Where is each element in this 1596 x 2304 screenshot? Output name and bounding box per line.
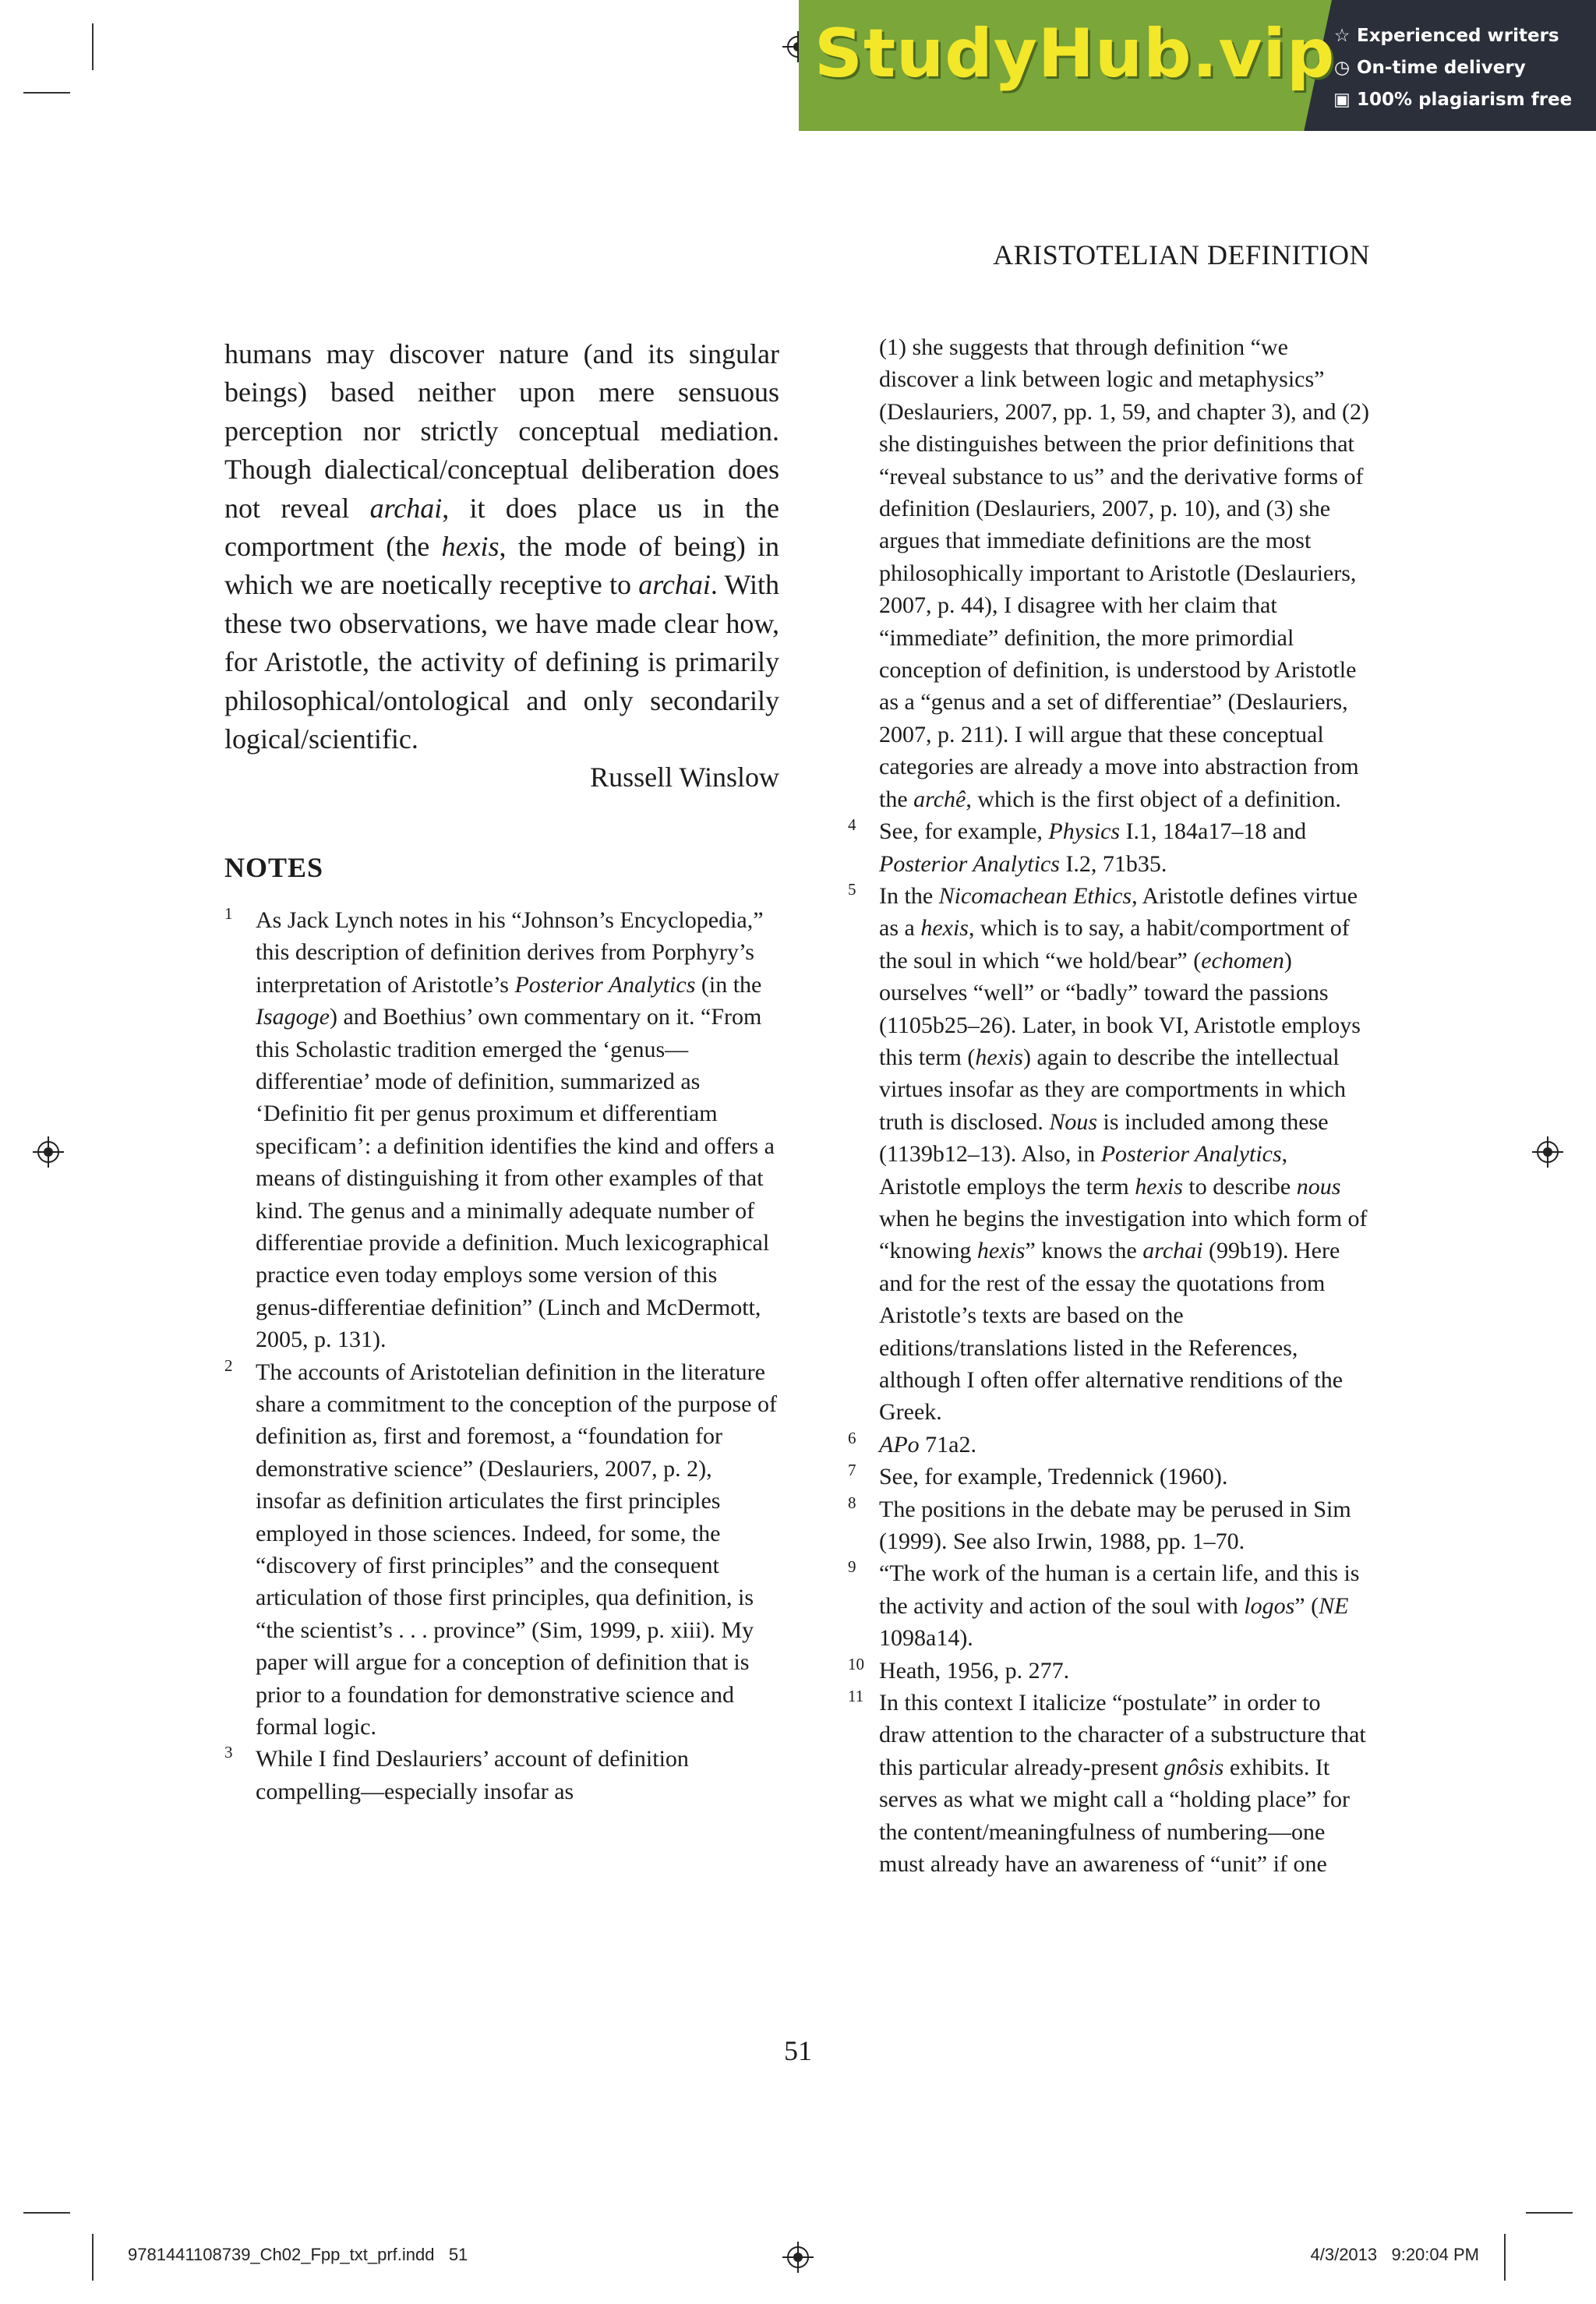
endnote-text: In this context I italicize “postulate” in order to draw attention to the character of a substructure that this particular already-present gnôsis exhibits. It serves as what we might call a “holding place” for the content/meaningfulness of numbering—one must already have an awareness of “unit” if one xyxy=(879,1690,1366,1878)
endnote xyxy=(224,904,779,1356)
italic-term: APo xyxy=(879,1431,920,1458)
crop-mark xyxy=(23,92,70,94)
crop-mark xyxy=(1526,2212,1573,2214)
endnote xyxy=(848,1655,1372,1687)
endnote-number: 5 xyxy=(848,879,856,899)
endnote xyxy=(848,1557,1372,1654)
banner-feature-text: 100% plagiarism free xyxy=(1357,90,1573,110)
print-slug-filename: 9781441108739_Ch02_Fpp_txt_prf.indd 51 xyxy=(128,2245,468,2264)
italic-term: hexis xyxy=(1135,1173,1183,1200)
endnote xyxy=(848,815,1372,880)
italic-term: logos xyxy=(1244,1592,1295,1619)
endnote-text: APo 71a2. xyxy=(879,1431,976,1458)
endnote-number: 9 xyxy=(848,1557,856,1577)
endnote xyxy=(848,1493,1372,1558)
banner-feature xyxy=(1332,84,1572,116)
endnote-text: The accounts of Aristotelian definition in the literature share a commitment to the conception of the purpose of definition as, first and foremost, a “foundation for demonstrative science” (Deslauriers, 2007, p. 2), insofar as definition articulates the first principles employed in those sciences. Indeed, for some, the “discovery of first principles” and the consequent articulation of those first principles, qua definition, is “the scientist’s . . . province” (Sim, 1999, p. xiii). My paper will argue for a conception of definition that is prior to a foundation for demonstrative science and formal logic. xyxy=(256,1359,777,1740)
star-icon: ☆ xyxy=(1333,26,1351,46)
italic-term: nous xyxy=(1296,1173,1341,1200)
endnote-continuation xyxy=(848,331,1372,815)
endnote-number: 10 xyxy=(848,1654,864,1673)
italic-term: NE xyxy=(1319,1592,1349,1619)
endnote-number: 3 xyxy=(224,1743,233,1762)
italic-term: Posterior Analytics xyxy=(514,971,696,998)
endnote-text: Heath, 1956, p. 277. xyxy=(879,1657,1070,1684)
endnote xyxy=(848,1461,1372,1493)
registration-mark-icon xyxy=(782,2242,814,2273)
italic-term: hexis xyxy=(976,1238,1026,1264)
crop-mark xyxy=(92,2234,94,2281)
banner-feature-text: Experienced writers xyxy=(1357,26,1559,46)
body-paragraph: humans may discover nature (and its singular beings) based neither upon mere sensuous perception nor strictly conceptual mediation. Though dialectical/conceptual deliberation does not reveal archai, it does place us in the comportment (the hexis, the mode of being) in which we are noetically receptive to archai. With these two observations, we have made clear how, for Aristotle, the activity of defining is primarily philosophical/ontological and only secondarily logical/scientific. xyxy=(224,338,780,755)
italic-term: hexis xyxy=(975,1044,1023,1070)
running-head: ARISTOTELIAN DEFINITION xyxy=(993,239,1370,270)
endnote-text: See, for example, Physics I.1, 184a17–18 and Posterior Analytics I.2, 71b35. xyxy=(879,818,1307,877)
banner-features xyxy=(1332,20,1572,116)
italic-term: hexis xyxy=(441,531,500,563)
italic-term: Posterior Analytics xyxy=(879,850,1060,877)
banner-feature xyxy=(1332,52,1572,84)
endnote-text: “The work of the human is a certain life, and this is the activity and action of the soul with logos” (NE 1098a14). xyxy=(879,1560,1360,1652)
italic-term: archai xyxy=(638,569,711,601)
italic-term: Nicomachean Ethics xyxy=(938,882,1132,909)
endnote xyxy=(224,1356,779,1744)
endnote-number: 1 xyxy=(224,903,233,923)
endnote-number: 4 xyxy=(848,815,856,835)
endnote xyxy=(848,880,1372,1429)
registration-mark-icon xyxy=(33,1136,64,1168)
italic-term: archai xyxy=(369,492,443,524)
italic-term: Nous xyxy=(1049,1108,1098,1135)
italic-term: Isagoge xyxy=(256,1004,330,1030)
italic-term: gnôsis xyxy=(1163,1754,1224,1780)
clock-icon: ◷ xyxy=(1333,58,1351,78)
banner-feature-text: On-time delivery xyxy=(1357,58,1526,78)
crop-mark xyxy=(92,23,94,70)
italic-term: archai xyxy=(1142,1238,1203,1264)
endnote xyxy=(224,1743,779,1808)
endnote-text: In the Nicomachean Ethics, Aristotle defines virtue as a hexis, which is to say, a habit/comportment of the soul in which “we hold/bear” (echomen) ourselves “well” or “badly” toward the passions (1105b25–26). Later, in book VI, Aristotle employs this term (hexis) again to describe the intellectual virtues insofar as they are comportments in which truth is disclosed. Nous is included among these (1139b12–13). Also, in Posterior Analytics, Aristotle employs the term hexis to describe nous when he begins the investigation into which form of “knowing hexis” knows the archai (99b19). Here and for the rest of the essay the quotations from Aristotle’s texts are based on the editions/translations listed in the References, although I often offer alternative renditions of the Greek. xyxy=(879,882,1368,1426)
crop-mark xyxy=(1504,2234,1506,2281)
studyhub-logo[interactable]: StudyHub.vip xyxy=(814,15,1336,93)
document-icon: ▣ xyxy=(1333,90,1351,110)
endnote-number: 11 xyxy=(848,1687,864,1706)
left-column xyxy=(224,335,779,1808)
endnote xyxy=(848,1687,1372,1880)
italic-term: Posterior Analytics xyxy=(1100,1141,1282,1168)
notes-heading: NOTES xyxy=(224,851,324,883)
italic-term: echomen xyxy=(1201,947,1284,974)
endnote-number: 7 xyxy=(848,1461,856,1480)
author-signature: Russell Winslow xyxy=(590,762,779,793)
page-number: 51 xyxy=(784,2035,812,2066)
studyhub-banner[interactable] xyxy=(799,0,1596,131)
right-column xyxy=(848,331,1372,1881)
endnote xyxy=(848,1429,1372,1461)
endnote-number: 6 xyxy=(848,1428,856,1447)
banner-feature xyxy=(1332,20,1572,52)
italic-term: archê xyxy=(913,786,966,812)
endnote-number: 2 xyxy=(224,1355,233,1375)
print-slug-datetime: 4/3/2013 9:20:04 PM xyxy=(1310,2245,1479,2264)
endnote-text: As Jack Lynch notes in his “Johnson’s Encyclopedia,” this description of definition derives from Porphyry’s interpretation of Aristotle’s Posterior Analytics (in the Isagoge) and Boethius’ own commentary on it. “From this Scholastic tradition emerged the ‘genus—differentiae’ mode of definition, summarized as ‘Definitio fit per genus proximum et differentiam specificam’: a definition identifies the kind and offers a means of distinguishing it from other examples of that kind. The genus and a minimally adequate number of differentiae provide a definition. Much lexicographical practice even today employs some version of this genus-differentiae definition” (Linch and McDermott, 2005, p. 131). xyxy=(256,906,775,1353)
endnote-text: (1) she suggests that through definition “we discover a link between logic and metaphysics” (Deslauriers, 2007, pp. 1, 59, and chapter 3), and (2) she distinguishes between the prior definitions that “reveal substance to us” and the derivative forms of definition (Deslauriers, 2007, p. 10), and (3) she argues that immediate definitions are the most philosophically important to Aristotle (Deslauriers, 2007, p. 44), I disagree with her claim that “immediate” definition, the more primordial conception of definition, is understood by Aristotle as a “genus and a set of differentiae” (Deslauriers, 2007, p. 211). I will argue that these conceptual categories are already a move into abstraction from the archê, which is the first object of a definition. xyxy=(879,334,1369,812)
endnote-text: The positions in the debate may be perused in Sim (1999). See also Irwin, 1988, pp. 1–70. xyxy=(879,1496,1351,1555)
endnote-text: While I find Deslauriers’ account of definition compelling—especially insofar as xyxy=(256,1746,689,1804)
italic-term: hexis xyxy=(920,915,969,942)
endnote-text: See, for example, Tredennick (1960). xyxy=(879,1464,1228,1490)
endnote-number: 8 xyxy=(848,1493,856,1512)
registration-mark-icon xyxy=(1532,1136,1563,1168)
italic-term: Physics xyxy=(1048,818,1121,845)
crop-mark xyxy=(23,2212,70,2214)
